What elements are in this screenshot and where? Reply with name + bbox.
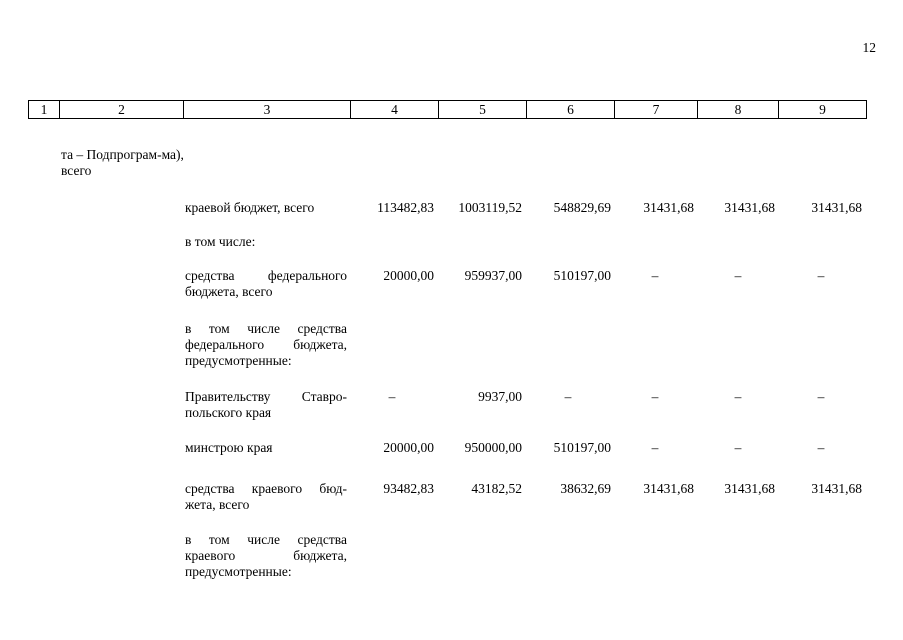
value-col-8: – xyxy=(734,268,742,283)
header-col-4: 4 xyxy=(351,101,439,119)
value-col-7: – xyxy=(651,268,659,283)
column-number-header xyxy=(28,100,867,119)
header-col-5: 5 xyxy=(439,101,527,119)
value-col-6: 510197,00 xyxy=(553,268,611,283)
row-label: в том числе средства федерального бюджета, предусмотренные: xyxy=(185,321,347,368)
value-col-8: 31431,68 xyxy=(724,200,775,215)
header-col-8: 8 xyxy=(698,101,779,119)
value-col-6: 38632,69 xyxy=(560,481,611,496)
value-col-5: 959937,00 xyxy=(464,268,522,283)
value-col-8: 31431,68 xyxy=(724,481,775,496)
header-col-1: 1 xyxy=(29,101,60,119)
row-label: минстрою края xyxy=(185,440,273,455)
value-col-4: – xyxy=(388,389,396,404)
header-col-3: 3 xyxy=(184,101,351,119)
value-col-4: 113482,83 xyxy=(377,200,434,215)
value-col-7: 31431,68 xyxy=(643,200,694,215)
row-label: средства федерального бюджета, всего xyxy=(185,268,347,299)
value-col-9: – xyxy=(817,268,825,283)
value-col-8: – xyxy=(734,389,742,404)
value-col-7: – xyxy=(651,440,659,455)
value-col-5: 43182,52 xyxy=(471,481,522,496)
header-col-6: 6 xyxy=(527,101,615,119)
value-col-5: 950000,00 xyxy=(464,440,522,455)
value-col-4: 20000,00 xyxy=(383,268,434,283)
value-col-5: 9937,00 xyxy=(478,389,522,404)
value-col-6: 510197,00 xyxy=(553,440,611,455)
header-col-2: 2 xyxy=(60,101,184,119)
value-col-6: – xyxy=(564,389,572,404)
value-col-9: 31431,68 xyxy=(811,481,862,496)
header-col-7: 7 xyxy=(615,101,698,119)
value-col-8: – xyxy=(734,440,742,455)
value-col-5: 1003119,52 xyxy=(458,200,522,215)
header-col-9: 9 xyxy=(779,101,867,119)
row-label: в том числе средства краевого бюджета, предусмотренные: xyxy=(185,532,347,579)
value-col-4: 20000,00 xyxy=(383,440,434,455)
value-col-4: 93482,83 xyxy=(383,481,434,496)
value-col-6: 548829,69 xyxy=(553,200,611,215)
page-number: 12 xyxy=(862,40,876,55)
value-col-7: 31431,68 xyxy=(643,481,694,496)
value-col-9: – xyxy=(817,440,825,455)
continuation-text: та – Подпрограм-ма), всего xyxy=(61,147,184,178)
row-label: Правительству Ставро-польского края xyxy=(185,389,347,420)
row-label: средства краевого бюд-жета, всего xyxy=(185,481,347,512)
row-label: краевой бюджет, всего xyxy=(185,200,315,215)
value-col-9: 31431,68 xyxy=(811,200,862,215)
value-col-7: – xyxy=(651,389,659,404)
row-label: в том числе: xyxy=(185,234,256,249)
value-col-9: – xyxy=(817,389,825,404)
